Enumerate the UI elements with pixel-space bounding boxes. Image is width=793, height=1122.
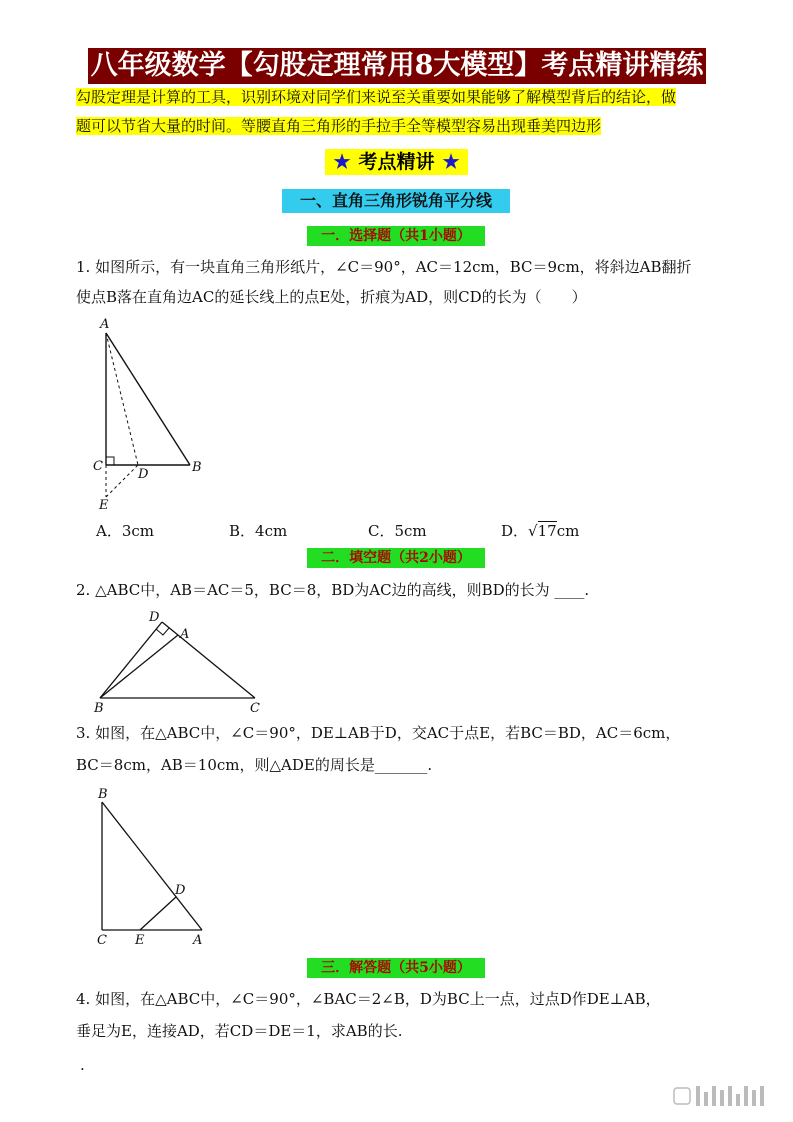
watermark-logo [672,1084,776,1108]
option-a: A．3cm [96,522,155,540]
label-C: C [97,933,107,948]
label-A: A [180,627,190,642]
option-c: C．5cm [368,522,427,540]
sqrt-icon: √ [528,522,538,540]
star-icon: ★ [439,149,464,175]
intro-line-1: 勾股定理是计算的工具，识别环境对同学们来说至关重要如果能够了解模型背后的结论，做 [76,88,677,106]
star-heading: ★ 考点精讲 ★ [0,147,793,174]
label-D: D [175,883,186,898]
star-icon: ★ [329,149,354,175]
label-A: A [193,933,203,948]
label-C: C [250,701,260,715]
figure-q3 [92,782,222,952]
question-3-line-2: BC＝8cm，AB＝10cm，则△ADE的周长是_______. [76,756,433,774]
label-B: B [94,701,104,715]
question-1-line-1: 1. 如图所示，有一块直角三角形纸片，∠C＝90°，AC＝12cm，BC＝9cm，将斜边AB翻折 [76,258,692,276]
label-D: D [138,467,149,482]
label-D: D [149,610,160,625]
label-A: A [100,317,110,332]
label-B: B [98,787,108,802]
question-3-line-1: 3. 如图，在△ABC中，∠C＝90°，DE⊥AB于D，交AC于点E，若BC＝BD，AC＝6cm， [76,724,681,742]
section-heading: 一、直角三角形锐角平分线 [282,189,510,213]
category-answer: 三．解答题（共5小题） [307,958,485,978]
label-E: E [135,933,145,948]
question-4-line-3: . [80,1056,85,1074]
label-C: C [93,459,103,474]
figure-q1 [90,315,220,515]
question-2-line-1: 2. △ABC中，AB＝AC＝5，BC＝8，BD为AC边的高线，则BD的长为 ____. [76,581,590,599]
category-choice: 一．选择题（共1小题） [307,226,485,246]
question-4-line-2: 垂足为E，连接AD，若CD＝DE＝1，求AB的长. [76,1022,403,1040]
label-E: E [99,498,109,513]
option-b: B．4cm [229,522,288,540]
intro-line-2: 题可以节省大量的时间。等腰直角三角形的手拉手全等模型容易出现垂美四边形 [76,117,602,135]
option-d: D．√17cm [501,522,580,540]
question-1-line-2: 使点B落在直角边AC的延长线上的点E处，折痕为AD，则CD的长为（ ） [76,288,587,306]
category-fill: 二．填空题（共2小题） [307,548,485,568]
figure-q2 [90,610,270,715]
question-4-line-1: 4. 如图，在△ABC中，∠C＝90°，∠BAC＝2∠B，D为BC上一点，过点D作DE⊥AB， [76,990,661,1008]
page-title: 八年级数学【勾股定理常用8大模型】考点精讲精练 [88,48,706,84]
label-B: B [192,460,202,475]
